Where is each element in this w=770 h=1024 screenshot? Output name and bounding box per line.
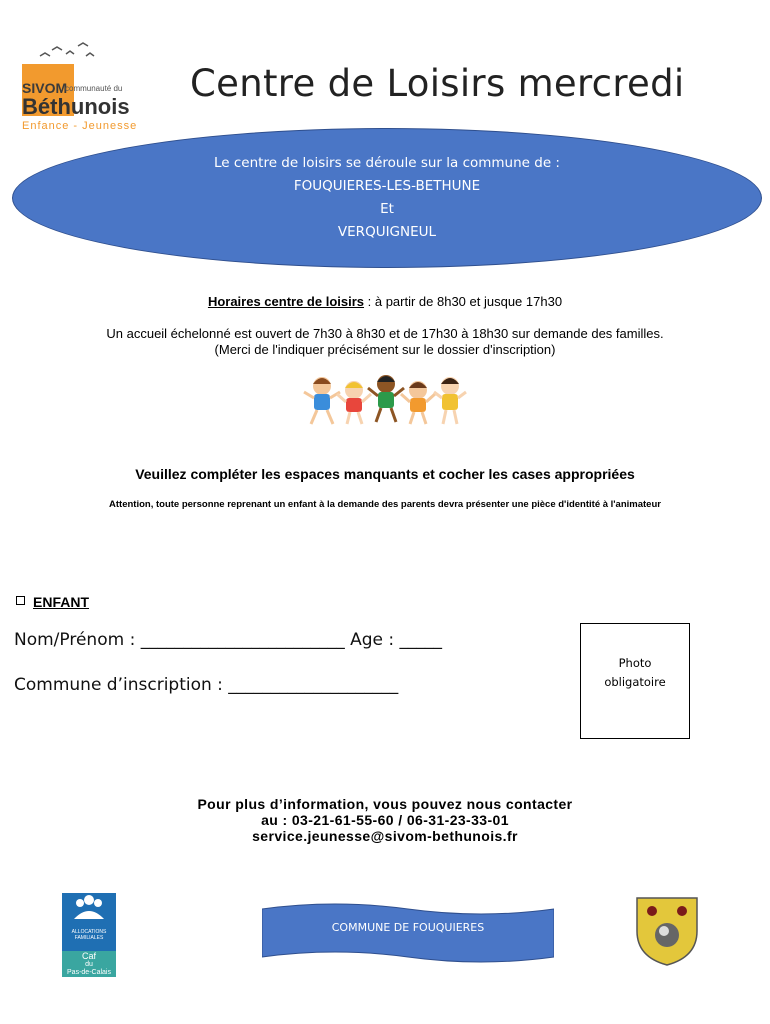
enfant-label: ENFANT (33, 594, 89, 610)
photo-required: obligatoire (604, 675, 666, 689)
location-line-4: VERQUIGNEUL (337, 224, 437, 240)
kids-illustration (302, 372, 468, 430)
accueil-line-2: (Merci de l'indiquer précisément sur le dossier d'inscription) (214, 342, 556, 357)
logo-bethunois: Béthunois (22, 94, 130, 119)
caf-familiales: FAMILIALES (74, 935, 104, 941)
enfant-checkbox[interactable] (16, 596, 25, 605)
photo-label: Photo (618, 656, 652, 670)
caf-logo-bottom (62, 951, 116, 977)
location-line-1: Le centre de loisirs se déroule sur la commune de : (214, 155, 560, 171)
hours-line (0, 294, 770, 309)
caf-du: du (85, 961, 93, 968)
logo-communaute: communauté du (65, 84, 123, 93)
commune-field[interactable]: Commune d’inscription : ____________________ (14, 675, 399, 695)
photo-box (580, 623, 690, 739)
location-text (12, 152, 762, 244)
logo-sivom: SIVOM (22, 80, 68, 96)
contact-block (0, 796, 770, 844)
contact-email[interactable]: service.jeunesse@sivom-bethunois.fr (252, 828, 518, 844)
nom-prenom-field[interactable]: Nom/Prénom : ________________________ (14, 630, 345, 650)
location-line-3: Et (380, 201, 394, 217)
caf-logo (62, 893, 116, 977)
accueil-line-1: Un accueil échelonné est ouvert de 7h30 à 8h30 et de 17h30 à 18h30 sur demande des familles. (106, 326, 664, 341)
coat-of-arms-icon (634, 895, 700, 967)
attention-note: Attention, toute personne reprenant un enfant à la demande des parents devra présenter une pièce d'identité à l'animateur (109, 499, 661, 510)
hours-text: : à partir de 8h30 et jusque 17h30 (364, 294, 563, 309)
sivom-logo (18, 42, 160, 134)
enfant-section-header (16, 594, 89, 610)
caf-logo-top (62, 893, 116, 951)
page-title: Centre de Loisirs mercredi (190, 62, 685, 105)
contact-phones: au : 03-21-61-55-60 / 06-31-23-33-01 (261, 812, 509, 828)
caf-allocations: ALLOCATIONS (71, 929, 107, 935)
hours-label: Horaires centre de loisirs (207, 294, 365, 309)
age-field[interactable]: Age : _____ (350, 630, 443, 650)
logo-tagline: Enfance - Jeunesse (22, 120, 138, 132)
caf-region: Pas-de-Calais (67, 969, 111, 976)
instructions-heading: Veuillez compléter les espaces manquants et cocher les cases appropriées (135, 466, 635, 482)
commune-banner (262, 903, 554, 965)
accueil-text (0, 326, 770, 358)
location-line-2: FOUQUIERES-LES-BETHUNE (293, 178, 481, 194)
commune-banner-text: COMMUNE DE FOUQUIERES (331, 921, 485, 934)
caf-name: Caf (81, 951, 96, 961)
caf-family-icon (62, 893, 116, 927)
nom-age-row (14, 630, 442, 650)
contact-intro: Pour plus d’information, vous pouvez nous contacter (197, 796, 573, 812)
